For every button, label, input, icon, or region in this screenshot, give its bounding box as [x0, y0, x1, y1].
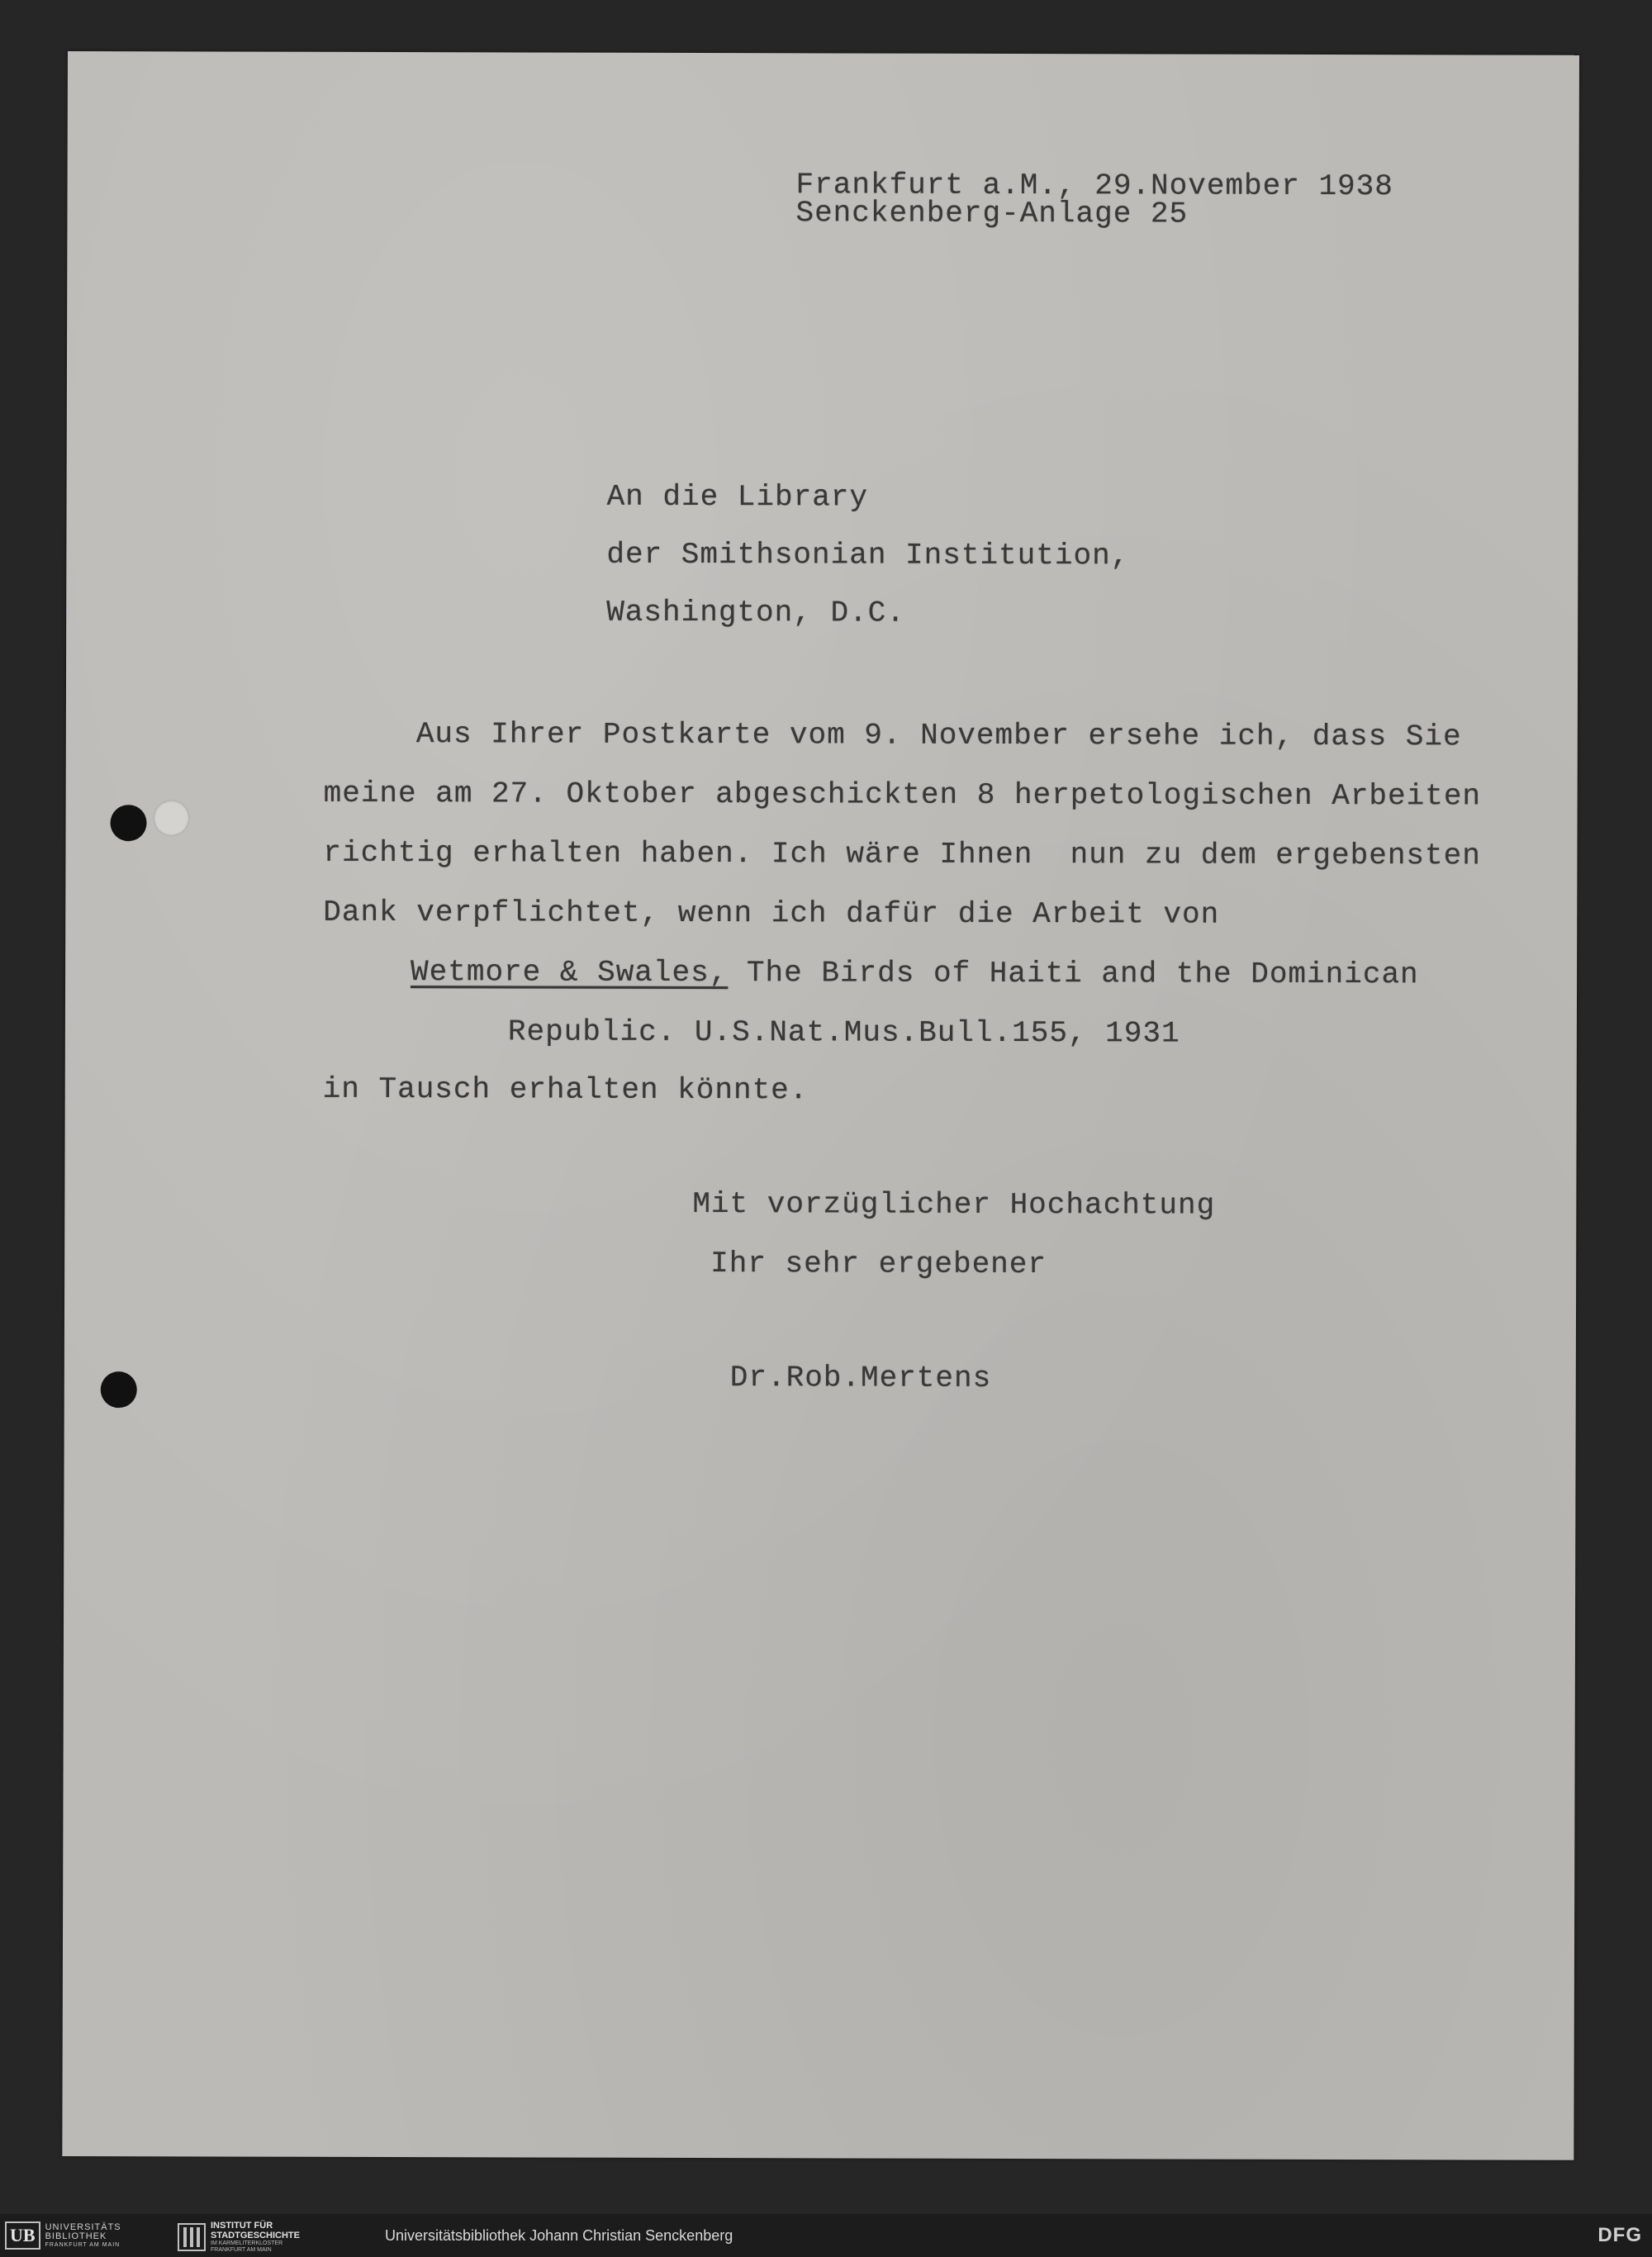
body-line-3: richtig erhalten haben. Ich wäre Ihnen nun zu dem ergebensten [323, 835, 1481, 873]
ub-logo-text [45, 2223, 121, 2249]
body-line-1: Aus Ihrer Postkarte vom 9. November ersehe ich, dass Sie [415, 717, 1462, 754]
isg-logo-line-2: STADTGESCHICHTE [211, 2231, 300, 2240]
recipient-line-3: Washington, D.C. [606, 595, 905, 630]
closing-line-1: Mit vorzüglicher Hochachtung [692, 1186, 1216, 1223]
body-line-5: in Tausch erhalten könnte. [322, 1071, 809, 1108]
isg-logo-icon [178, 2223, 206, 2251]
dfg-logo: DFG [1597, 2224, 1642, 2246]
letter-page [62, 51, 1579, 2160]
isg-logo [178, 2221, 300, 2254]
body-line-2: meine am 27. Oktober abgeschickten 8 herpetologischen Arbeiten [323, 776, 1482, 814]
citation-authors: Wetmore & Swales, [411, 955, 729, 991]
ub-logo-mark: UB [5, 2221, 40, 2250]
ub-logo [5, 2221, 121, 2250]
citation-title: The Birds of Haiti and the Dominican [728, 956, 1419, 992]
ub-logo-line-2: BIBLIOTHEK [45, 2231, 107, 2241]
body-line-4: Dank verpflichtet, wenn ich dafür die Arbeit von [323, 895, 1220, 932]
footer-caption: Universitätsbibliothek Johann Christian Senckenberg [385, 2227, 733, 2244]
isg-logo-text [211, 2221, 300, 2254]
place-date: Frankfurt a.M., 29.November 1938 [795, 168, 1393, 204]
ub-logo-line-3: FRANKFURT AM MAIN [45, 2241, 121, 2248]
signature: Dr.Rob.Mertens [729, 1361, 992, 1395]
ub-logo-line-1: UNIVERSITÄTS [45, 2221, 121, 2232]
isg-logo-line-3: IM KARMELITERKLOSTER [211, 2240, 283, 2246]
recipient-line-1: An die Library [606, 479, 869, 515]
recipient-line-2: der Smithsonian Institution, [606, 537, 1130, 573]
punch-hole-lower [101, 1371, 137, 1408]
citation-line-1 [411, 956, 1419, 991]
punch-hole-upper [110, 805, 146, 841]
isg-logo-line-1: INSTITUT FÜR [211, 2221, 273, 2231]
footer-bar [0, 2214, 1652, 2257]
closing-line-2: Ihr sehr ergebener [710, 1247, 1047, 1282]
citation-line-2: Republic. U.S.Nat.Mus.Bull.155, 1931 [507, 1014, 1180, 1051]
isg-logo-line-4: FRANKFURT AM MAIN [211, 2247, 272, 2253]
sender-address: Senckenberg-Anlage 25 [795, 196, 1189, 231]
punch-hole-upper-shadow [154, 800, 190, 836]
